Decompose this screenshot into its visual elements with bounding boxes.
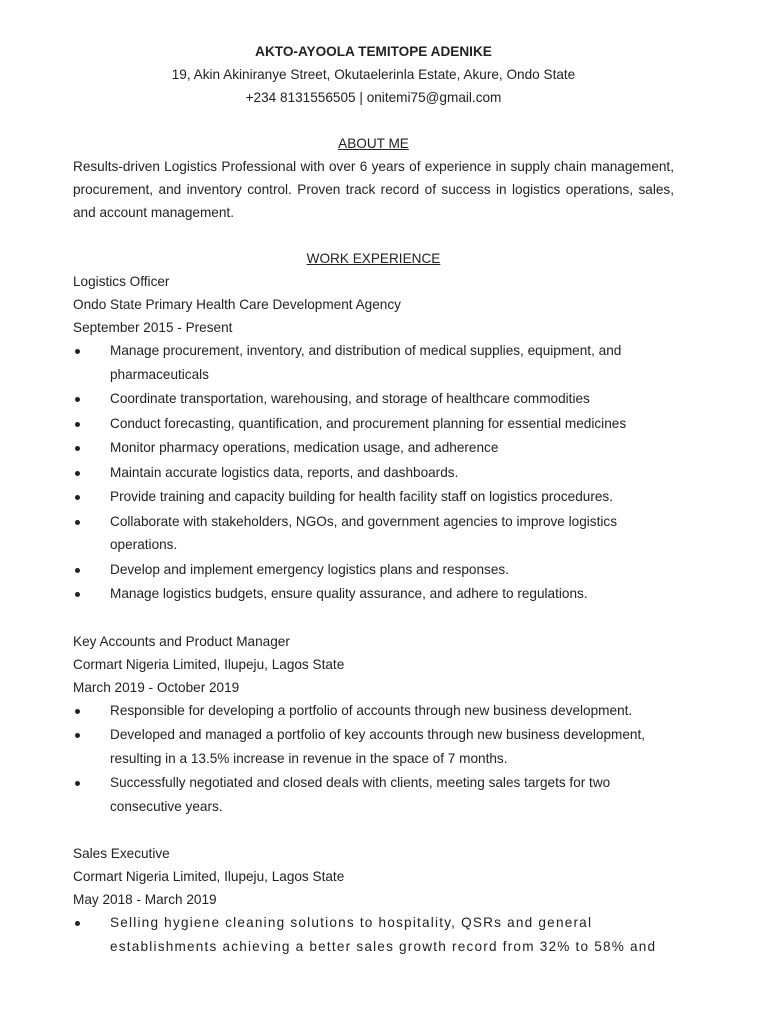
bullet-item: Responsible for developing a portfolio of accounts through new business development.	[73, 699, 674, 723]
bullet-item: Conduct forecasting, quantification, and procurement planning for essential medicines	[73, 412, 674, 436]
job-dates: September 2015 - Present	[73, 320, 233, 335]
candidate-contact: +234 8131556505 | onitemi75@gmail.com	[245, 90, 502, 105]
job-entry	[73, 270, 674, 606]
job-dates: May 2018 - March 2019	[73, 892, 217, 907]
bullet-item: Provide training and capacity building for health facility staff on logistics procedures.	[73, 485, 674, 509]
job-company: Cormart Nigeria Limited, Ilupeju, Lagos State	[73, 656, 345, 672]
about-text: Results-driven Logistics Professional with over 6 years of experience in supply chain management, procurement, and inventory control. Proven track record of success in logistics operations, sales, and account management.	[73, 159, 674, 220]
bullet-item: Developed and managed a portfolio of key accounts through new business development, resulting in a 13.5% increase in revenue in the space of 7 months.	[73, 723, 674, 770]
job-bullets	[73, 911, 674, 958]
bullet-item: Collaborate with stakeholders, NGOs, and government agencies to improve logistics operations.	[73, 510, 674, 557]
job-bullets	[73, 339, 674, 606]
work-heading: WORK EXPERIENCE	[306, 251, 441, 266]
bullet-item: Successfully negotiated and closed deals with clients, meeting sales targets for two consecutive years.	[73, 771, 674, 818]
candidate-name: AKTO-AYOOLA TEMITOPE ADENIKE	[255, 44, 492, 59]
bullet-item: Manage procurement, inventory, and distribution of medical supplies, equipment, and pharmaceuticals	[73, 339, 674, 386]
bullet-item: Manage logistics budgets, ensure quality assurance, and adhere to regulations.	[73, 582, 674, 606]
bullet-item: Develop and implement emergency logistics plans and responses.	[73, 558, 674, 582]
job-company: Ondo State Primary Health Care Development Agency	[73, 297, 401, 312]
resume-header	[73, 40, 674, 109]
bullet-item: Monitor pharmacy operations, medication usage, and adherence	[73, 436, 674, 460]
job-title: Logistics Officer	[73, 274, 170, 289]
job-title: Sales Executive	[73, 846, 170, 861]
job-bullets	[73, 699, 674, 819]
job-dates: March 2019 - October 2019	[73, 679, 240, 695]
about-heading: ABOUT ME	[338, 136, 409, 151]
candidate-address: 19, Akin Akiniranye Street, Okutaelerinla Estate, Akure, Ondo State	[171, 67, 576, 82]
bullet-item: Coordinate transportation, warehousing, and storage of healthcare commodities	[73, 387, 674, 411]
job-entry	[73, 842, 674, 958]
job-company: Cormart Nigeria Limited, Ilupeju, Lagos State	[73, 869, 345, 884]
bullet-item: Selling hygiene cleaning solutions to hospitality, QSRs and general establishments achieving a better sales growth record from 32% to 58% and	[73, 911, 674, 958]
job-entry	[73, 630, 674, 819]
bullet-item: Maintain accurate logistics data, reports, and dashboards.	[73, 461, 674, 485]
job-title: Key Accounts and Product Manager	[73, 633, 290, 649]
